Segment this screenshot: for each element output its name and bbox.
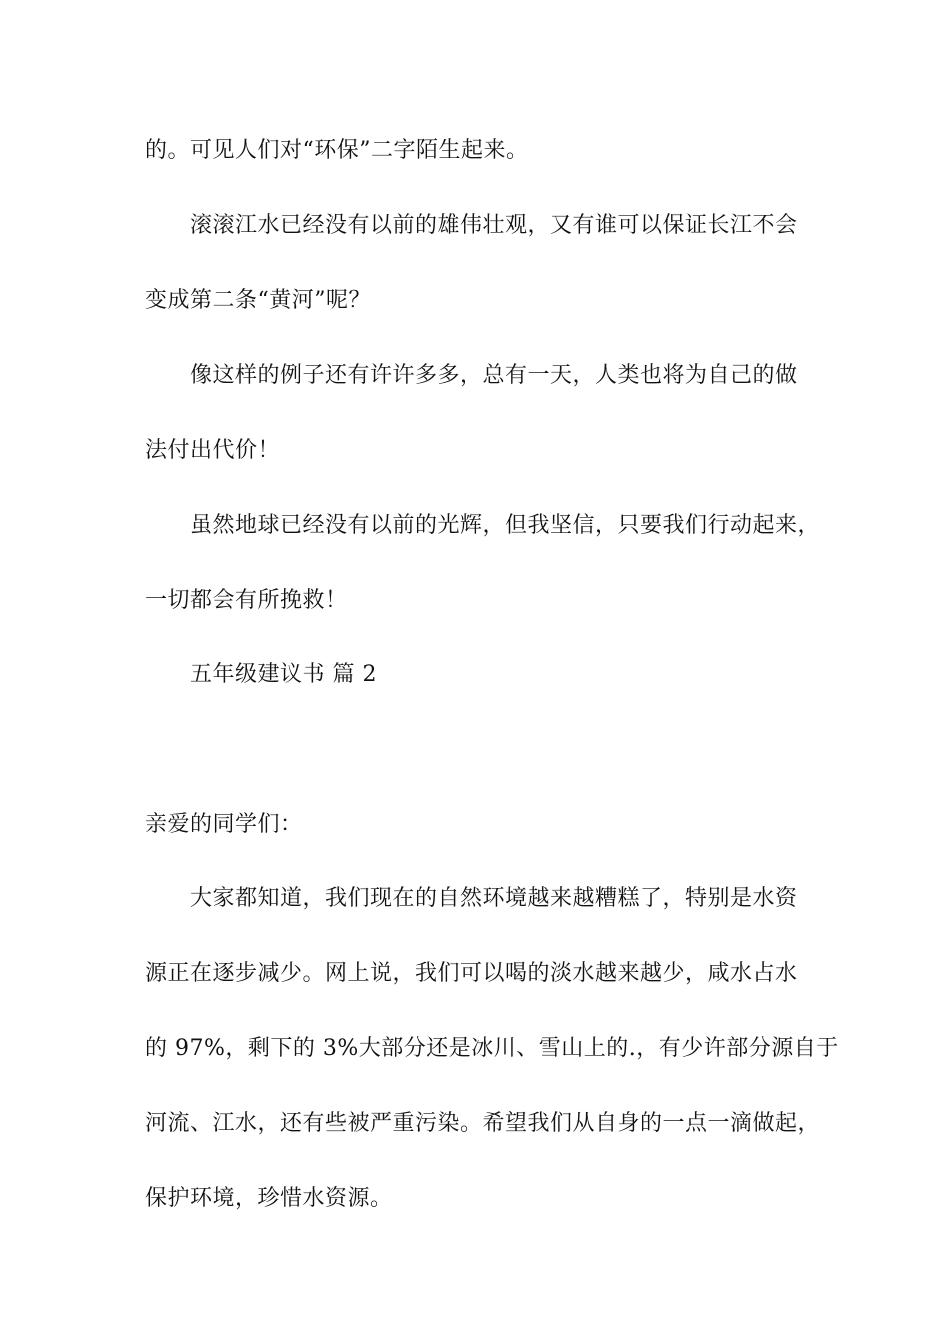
- paragraph-line: 的。可见人们对“环保”二字陌生起来。: [145, 138, 529, 163]
- paragraph-line: 滚滚江水已经没有以前的雄伟壮观，又有谁可以保证长江不会: [190, 213, 798, 238]
- paragraph-line: 法付出代价！: [145, 438, 281, 463]
- paragraph-line: 河流、江水，还有些被严重污染。希望我们从自身的一点一滴做起，: [145, 1111, 821, 1136]
- paragraph-line: 的 97%，剩下的 3%大部分还是冰川、雪山上的.，有少许部分源自于: [145, 1036, 839, 1061]
- salutation: 亲爱的同学们：: [145, 812, 303, 837]
- paragraph-line: 像这样的例子还有许许多多，总有一天，人类也将为自己的做: [190, 363, 798, 388]
- paragraph-line: 一切都会有所挽救！: [145, 588, 348, 613]
- paragraph-line: 保护环境，珍惜水资源。: [145, 1186, 393, 1211]
- paragraph-line: 变成第二条“黄河”呢？: [145, 288, 371, 313]
- paragraph-line: 大家都知道，我们现在的自然环境越来越糟糕了，特别是水资: [190, 886, 798, 911]
- paragraph-line: 虽然地球已经没有以前的光辉，但我坚信，只要我们行动起来，: [190, 513, 821, 538]
- section-heading: 五年级建议书 篇 2: [190, 662, 377, 687]
- paragraph-line: 源正在逐步减少。网上说，我们可以喝的淡水越来越少，咸水占水: [145, 961, 798, 986]
